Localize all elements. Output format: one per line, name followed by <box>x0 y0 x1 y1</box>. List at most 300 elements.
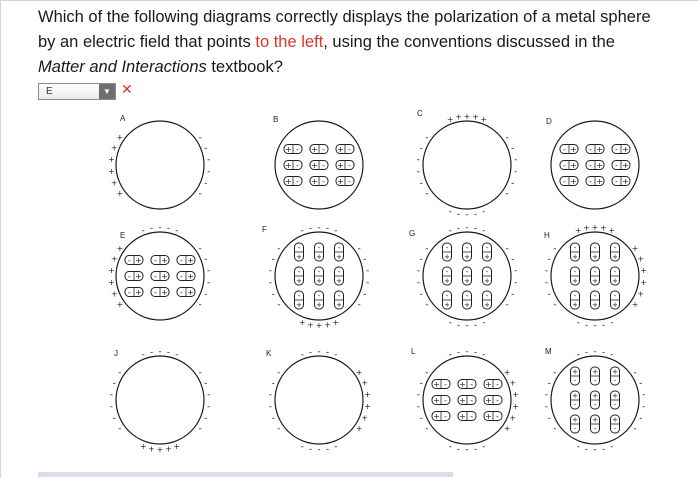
metal-sphere <box>275 356 363 444</box>
minus-charge: - <box>419 378 423 389</box>
svg-text:+: + <box>296 253 302 261</box>
minus-charge: - <box>547 254 551 265</box>
plus-charge: + <box>307 320 314 330</box>
svg-text:+: + <box>612 301 618 309</box>
plus-charge: + <box>361 378 369 388</box>
svg-text:-: - <box>589 145 592 154</box>
svg-text:+: + <box>459 380 466 389</box>
svg-text:-: - <box>317 292 321 300</box>
dipole-molecule <box>443 291 452 309</box>
svg-text:+: + <box>336 301 342 309</box>
dipole-molecule <box>591 415 600 433</box>
dipole-molecule <box>151 272 169 282</box>
svg-text:-: - <box>296 161 299 170</box>
minus-charge: - <box>419 289 423 300</box>
svg-text:+: + <box>135 256 142 265</box>
diagram-label: M <box>545 347 552 356</box>
diagram-option-b <box>273 115 363 209</box>
dipole-molecule <box>335 291 344 309</box>
minus-charge: - <box>204 289 208 300</box>
svg-text:-: - <box>180 272 183 281</box>
svg-text:+: + <box>596 177 603 186</box>
svg-text:+: + <box>161 256 168 265</box>
svg-text:-: - <box>296 145 299 154</box>
minus-charge: - <box>416 390 420 401</box>
dipole-molecule <box>463 291 472 309</box>
minus-charge: - <box>416 166 420 177</box>
dipole-molecule <box>484 380 502 390</box>
svg-text:-: - <box>470 412 473 421</box>
diagram-option-g <box>409 223 517 331</box>
svg-text:+: + <box>592 392 598 400</box>
svg-text:+: + <box>570 161 577 170</box>
dipole-molecule <box>463 267 472 285</box>
minus-charge: - <box>505 300 509 311</box>
svg-text:-: - <box>317 244 321 252</box>
svg-text:-: - <box>128 288 131 297</box>
svg-text:+: + <box>592 368 598 376</box>
dipole-molecule <box>335 267 344 285</box>
svg-text:+: + <box>444 301 450 309</box>
svg-text:+: + <box>187 256 194 265</box>
dipole-molecule <box>571 415 580 433</box>
dipole-molecule <box>295 243 304 261</box>
dipole-molecule <box>336 161 354 171</box>
minus-charge: - <box>448 207 452 218</box>
svg-text:+: + <box>622 145 629 154</box>
plus-charge: + <box>165 444 172 454</box>
svg-text:+: + <box>572 392 578 400</box>
minus-charge: - <box>268 277 272 288</box>
minus-charge: - <box>325 347 330 358</box>
plus-charge: + <box>116 300 124 310</box>
plus-charge: + <box>509 413 517 423</box>
dipole-molecule <box>177 288 195 298</box>
minus-charge: - <box>482 207 486 218</box>
minus-charge: - <box>505 243 509 254</box>
dipole-molecule <box>458 380 476 390</box>
minus-charge: - <box>268 266 272 277</box>
minus-charge: - <box>482 225 486 236</box>
diagram-option-c <box>417 109 518 220</box>
minus-charge: - <box>277 300 281 311</box>
dipole-molecule <box>295 267 304 285</box>
svg-text:-: - <box>593 268 597 276</box>
plus-charge: + <box>364 390 371 400</box>
svg-text:+: + <box>433 396 440 405</box>
dipole-molecule <box>151 256 169 266</box>
minus-charge: - <box>473 223 478 234</box>
minus-charge: - <box>553 300 557 311</box>
diagram-label: D <box>546 117 552 126</box>
minus-charge: - <box>419 178 423 189</box>
diagram-label: K <box>266 349 272 358</box>
svg-text:-: - <box>128 256 131 265</box>
dipole-molecule <box>336 177 354 187</box>
svg-text:+: + <box>161 288 168 297</box>
svg-text:-: - <box>563 161 566 170</box>
minus-charge: - <box>198 132 202 143</box>
svg-text:+: + <box>484 301 490 309</box>
svg-text:+: + <box>459 396 466 405</box>
dipole-molecule <box>591 391 600 409</box>
svg-text:-: - <box>296 177 299 186</box>
svg-text:+: + <box>572 277 578 285</box>
plus-charge: + <box>480 114 488 124</box>
minus-charge: - <box>109 390 113 401</box>
svg-text:+: + <box>433 380 440 389</box>
svg-text:+: + <box>311 177 318 186</box>
minus-charge: - <box>465 347 469 357</box>
plus-charge: + <box>512 390 519 400</box>
svg-text:+: + <box>592 277 598 285</box>
svg-text:-: - <box>348 161 351 170</box>
minus-charge: - <box>473 320 478 331</box>
svg-text:+: + <box>622 177 629 186</box>
plus-charge: + <box>298 318 306 328</box>
dipole-molecule <box>335 243 344 261</box>
svg-text:+: + <box>570 177 577 186</box>
diagram-label: F <box>262 225 267 234</box>
minus-charge: - <box>610 318 614 329</box>
minus-charge: - <box>593 321 597 331</box>
diagram-option-d <box>546 117 639 209</box>
plus-charge: + <box>148 444 155 454</box>
dipole-molecule <box>125 256 143 266</box>
diagram-label: H <box>544 231 550 240</box>
chevron-down-icon[interactable]: ▼ <box>99 84 115 99</box>
minus-charge: - <box>473 444 478 455</box>
minus-charge: - <box>325 444 330 455</box>
minus-charge: - <box>456 347 461 358</box>
minus-charge: - <box>482 318 486 329</box>
minus-charge: - <box>416 401 420 412</box>
svg-text:-: - <box>445 292 449 300</box>
minus-charge: - <box>317 445 321 455</box>
plus-charge: + <box>364 401 371 411</box>
minus-charge: - <box>511 178 515 189</box>
svg-text:+: + <box>161 272 168 281</box>
dipole-molecule <box>591 367 600 385</box>
minus-charge: - <box>118 424 122 435</box>
svg-text:+: + <box>285 161 292 170</box>
plus-charge: + <box>108 277 115 287</box>
svg-text:-: - <box>593 292 597 300</box>
dipole-molecule <box>284 161 302 171</box>
minus-charge: - <box>363 289 367 300</box>
minus-charge: - <box>308 444 313 455</box>
minus-charge: - <box>425 132 429 143</box>
minus-charge: - <box>419 143 423 154</box>
diagram-option-f <box>262 223 369 330</box>
minus-charge: - <box>593 445 597 455</box>
minus-charge: - <box>268 390 272 401</box>
minus-charge: - <box>416 277 420 288</box>
svg-text:-: - <box>496 412 499 421</box>
svg-text:+: + <box>316 301 322 309</box>
dipole-molecule <box>458 396 476 406</box>
minus-charge: - <box>357 243 361 254</box>
cross-icon: ✕ <box>121 81 133 97</box>
dipole-molecule <box>612 145 630 155</box>
plus-charge: + <box>110 143 118 153</box>
metal-sphere <box>116 356 204 444</box>
minus-charge: - <box>576 442 580 453</box>
plus-charge: + <box>600 223 607 233</box>
svg-text:-: - <box>589 177 592 186</box>
minus-charge: - <box>112 378 116 389</box>
minus-charge: - <box>268 401 272 412</box>
svg-text:-: - <box>613 292 617 300</box>
plus-charge: + <box>637 289 645 299</box>
svg-text:+: + <box>485 412 492 421</box>
minus-charge: - <box>300 225 304 236</box>
dipole-molecule <box>612 161 630 171</box>
svg-text:-: - <box>154 288 157 297</box>
minus-charge: - <box>448 442 452 453</box>
svg-text:-: - <box>615 161 618 170</box>
minus-charge: - <box>642 390 646 401</box>
horizontal-scrollbar[interactable] <box>38 472 453 477</box>
svg-text:-: - <box>317 268 321 276</box>
dipole-molecule <box>591 291 600 309</box>
dipole-molecule <box>571 291 580 309</box>
plus-charge: + <box>156 445 164 454</box>
minus-charge: - <box>204 413 208 424</box>
diagram-label: G <box>409 229 416 238</box>
dipole-molecule <box>611 291 620 309</box>
svg-text:+: + <box>612 253 618 261</box>
minus-charge: - <box>473 347 478 358</box>
dipole-molecule <box>591 267 600 285</box>
minus-charge: - <box>584 444 589 455</box>
svg-text:+: + <box>592 301 598 309</box>
question-text-part1: Which of the following diagrams correctly displays the polarization of a metal sphere by an electric field that points <box>38 8 651 51</box>
svg-text:+: + <box>612 392 618 400</box>
plus-charge: + <box>512 401 519 411</box>
dipole-molecule <box>571 391 580 409</box>
plus-charge: + <box>110 254 118 264</box>
plus-charge: + <box>640 277 647 287</box>
diagram-option-l <box>411 347 519 455</box>
dipole-molecule <box>151 288 169 298</box>
plus-charge: + <box>591 223 599 232</box>
minus-charge: - <box>198 300 202 311</box>
svg-text:+: + <box>337 161 344 170</box>
minus-charge: - <box>425 189 429 200</box>
dipole-molecule <box>586 161 604 171</box>
dipole-molecule <box>571 243 580 261</box>
minus-charge: - <box>271 289 275 300</box>
dipole-molecule <box>284 177 302 187</box>
svg-text:-: - <box>337 292 341 300</box>
answer-selected-value: E <box>46 86 53 97</box>
metal-sphere <box>116 121 204 209</box>
minus-charge: - <box>357 300 361 311</box>
dipole-molecule <box>315 243 324 261</box>
minus-charge: - <box>456 320 461 331</box>
minus-charge: - <box>473 209 478 220</box>
minus-charge: - <box>448 225 452 236</box>
svg-text:-: - <box>322 177 325 186</box>
diagram-label: A <box>120 114 126 123</box>
svg-text:-: - <box>297 292 301 300</box>
minus-charge: - <box>198 243 202 254</box>
svg-text:-: - <box>573 401 577 409</box>
minus-charge: - <box>514 155 518 166</box>
svg-text:+: + <box>135 288 142 297</box>
plus-charge: + <box>463 112 471 121</box>
minus-charge: - <box>514 166 518 177</box>
diagram-label: L <box>411 347 416 356</box>
plus-charge: + <box>608 225 616 235</box>
plus-charge: + <box>455 112 462 122</box>
minus-charge: - <box>584 347 589 358</box>
svg-text:+: + <box>337 145 344 154</box>
svg-text:-: - <box>563 177 566 186</box>
minus-charge: - <box>547 378 551 389</box>
minus-charge: - <box>308 223 313 234</box>
dipole-molecule <box>125 272 143 282</box>
svg-text:-: - <box>470 380 473 389</box>
diagram-option-m <box>545 347 646 455</box>
svg-text:+: + <box>612 368 618 376</box>
dipole-molecule <box>560 161 578 171</box>
svg-text:+: + <box>572 253 578 261</box>
minus-charge: - <box>300 349 304 360</box>
dipole-molecule <box>611 415 620 433</box>
svg-text:-: - <box>485 244 489 252</box>
minus-charge: - <box>207 266 211 277</box>
plus-charge: + <box>139 442 147 452</box>
plus-charge: + <box>503 367 511 377</box>
dipole-molecule <box>443 243 452 261</box>
minus-charge: - <box>448 318 452 329</box>
minus-charge: - <box>425 424 429 435</box>
minus-charge: - <box>601 320 606 331</box>
minus-charge: - <box>419 254 423 265</box>
diagram-option-k <box>266 347 371 455</box>
svg-text:-: - <box>593 401 597 409</box>
svg-text:+: + <box>311 145 318 154</box>
svg-text:+: + <box>187 288 194 297</box>
minus-charge: - <box>149 347 154 358</box>
svg-text:+: + <box>285 177 292 186</box>
dipole-molecule <box>571 267 580 285</box>
minus-charge: - <box>465 210 469 220</box>
minus-charge: - <box>610 442 614 453</box>
minus-charge: - <box>207 155 211 166</box>
plus-charge: + <box>332 318 340 328</box>
minus-charge: - <box>553 367 557 378</box>
minus-charge: - <box>416 266 420 277</box>
dipole-molecule <box>560 177 578 187</box>
dipole-molecule <box>571 367 580 385</box>
svg-text:+: + <box>444 277 450 285</box>
svg-text:-: - <box>180 288 183 297</box>
svg-text:-: - <box>444 396 447 405</box>
minus-charge: - <box>198 189 202 200</box>
minus-charge: - <box>207 166 211 177</box>
svg-text:-: - <box>589 161 592 170</box>
svg-text:-: - <box>496 396 499 405</box>
minus-charge: - <box>204 143 208 154</box>
svg-text:-: - <box>485 268 489 276</box>
plus-charge: + <box>355 367 363 377</box>
svg-text:-: - <box>322 161 325 170</box>
svg-text:+: + <box>622 161 629 170</box>
minus-charge: - <box>448 349 452 360</box>
svg-text:+: + <box>572 416 578 424</box>
minus-charge: - <box>325 223 330 234</box>
svg-text:+: + <box>612 277 618 285</box>
minus-charge: - <box>366 266 370 277</box>
dipole-molecule <box>611 391 620 409</box>
svg-text:+: + <box>570 145 577 154</box>
diagram-label: B <box>273 115 279 124</box>
dipole-molecule <box>284 145 302 155</box>
svg-text:-: - <box>573 377 577 385</box>
svg-text:+: + <box>572 301 578 309</box>
diagram-label: E <box>120 231 126 240</box>
svg-text:-: - <box>445 268 449 276</box>
minus-charge: - <box>576 318 580 329</box>
svg-text:+: + <box>296 301 302 309</box>
minus-charge: - <box>308 347 313 358</box>
plus-charge: + <box>446 114 454 124</box>
minus-charge: - <box>271 378 275 389</box>
svg-text:-: - <box>615 145 618 154</box>
minus-charge: - <box>158 347 162 357</box>
svg-text:-: - <box>496 380 499 389</box>
minus-charge: - <box>553 243 557 254</box>
dipole-molecule <box>310 161 328 171</box>
dipole-molecule <box>484 396 502 406</box>
minus-charge: - <box>271 413 275 424</box>
minus-charge: - <box>207 401 211 412</box>
minus-charge: - <box>334 225 338 236</box>
svg-text:-: - <box>613 268 617 276</box>
svg-text:-: - <box>573 268 577 276</box>
minus-charge: - <box>118 367 122 378</box>
plus-charge: + <box>108 155 115 165</box>
dipole-molecule <box>310 145 328 155</box>
svg-text:-: - <box>297 244 301 252</box>
minus-charge: - <box>511 254 515 265</box>
svg-text:+: + <box>285 145 292 154</box>
minus-charge: - <box>198 424 202 435</box>
plus-charge: + <box>110 178 118 188</box>
minus-charge: - <box>425 300 429 311</box>
svg-text:+: + <box>135 272 142 281</box>
minus-charge: - <box>366 277 370 288</box>
question-text-part3: textbook? <box>206 58 283 76</box>
plus-charge: + <box>637 254 645 264</box>
svg-text:-: - <box>573 292 577 300</box>
minus-charge: - <box>482 349 486 360</box>
svg-text:-: - <box>465 244 469 252</box>
minus-charge: - <box>317 223 321 233</box>
svg-text:-: - <box>593 425 597 433</box>
question-highlight: to the left <box>255 33 324 51</box>
svg-text:+: + <box>187 272 194 281</box>
minus-charge: - <box>482 442 486 453</box>
minus-charge: - <box>334 442 338 453</box>
minus-charge: - <box>175 349 179 360</box>
svg-text:-: - <box>444 412 447 421</box>
minus-charge: - <box>547 289 551 300</box>
minus-charge: - <box>633 424 637 435</box>
